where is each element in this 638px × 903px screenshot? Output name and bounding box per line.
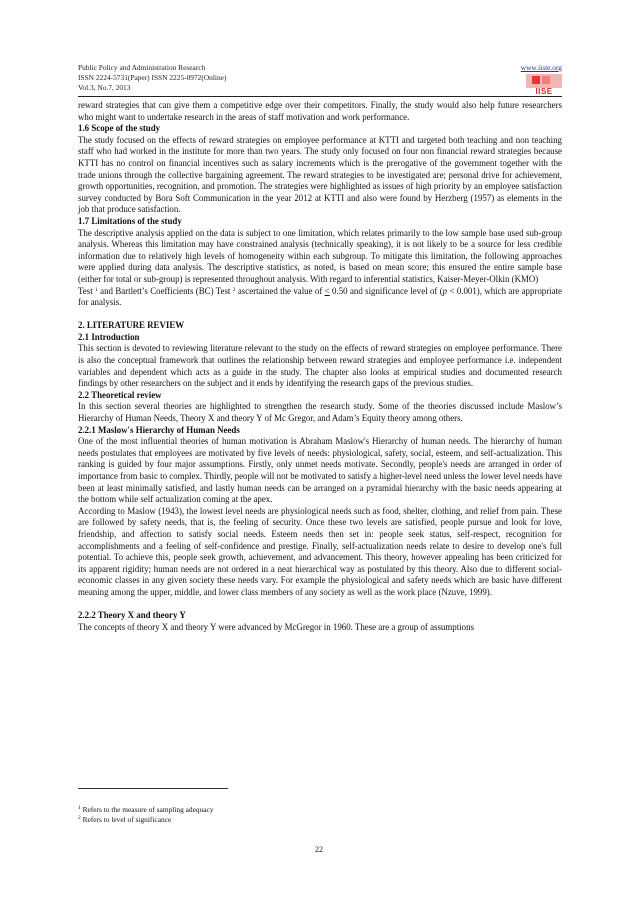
body-text (78, 100, 562, 633)
text-run-t5: < 0.001), which are appropriate for analysis. (78, 285, 562, 308)
header-divider (78, 96, 562, 97)
section-heading: 1.7 Limitations of the study (78, 215, 182, 226)
paragraph: The descriptive analysis applied on the data is subject to one limitation, which relates primarily to the low sample base used sub-group analysis. Whereas this limitation may have constrained analysis (technically speaking), it is not likely to be a source for less credible information due to relatively high levels of homogeneity within each subgroup. To mitigate this limitation, the following approaches were applied during data analysis. The descriptive statistics, as noted, is based on mean score; this ensured the entire sample base (either for total or sub-group) is represented throughout analysis. With regard to inferential statistics, Kaiser-Meyer-Olkin (KMO) (78, 227, 562, 284)
footnote-2-text: Refers to level of significance (80, 815, 172, 824)
journal-url-link[interactable]: www.iiste.org (520, 63, 562, 72)
paragraph-gap (78, 599, 562, 611)
footnote-divider (78, 788, 228, 789)
text-run-t1: Test (78, 285, 96, 296)
section-heading: 2.2 Theoretical review (78, 389, 162, 400)
footnote-2 (78, 815, 171, 824)
footnote-1-text: Refers to the measure of sampling adequacy (80, 805, 214, 814)
paragraph: reward strategies that can give them a competitive edge over their competitors. Finally, the study would also help future researchers who might want to undertake research in the areas of staff motivation and work performance. (78, 100, 562, 122)
section-heading: 2.1 Introduction (78, 331, 140, 342)
volume-line: Vol.3, No.7, 2013 (78, 83, 131, 92)
page-number: 22 (315, 845, 323, 854)
footnote-2-number: 2 (78, 815, 81, 821)
iiste-logo (526, 74, 562, 94)
journal-name: Public Policy and Administration Research (78, 63, 206, 72)
paragraph: The concepts of theory X and theory Y were advanced by McGregor in 1960. These are a group of assumptions (78, 621, 474, 632)
paragraph-test-results (78, 286, 562, 309)
text-run-t4: 0.50 and significance level of ( (329, 285, 443, 296)
paragraph: The study focused on the effects of reward strategies on employee performance at KTTI and targeted both teaching and non teaching staff who had worked in the institute for more than two years. The study only focused on four non financial reward strategies because KTTI has no control on financial incentives such as salary increments which is the prerogative of the government together with the trade unions through the collective bargaining agreement. The reward strategies to be investigated are; personal drive for achievement, growth opportunities, recognition, and promotion. The strategies were highlighted as issues of high priority by an employee satisfaction survey conducted by Bora Soft Communication in the year 2012 at KTTI and also were found by Herzberg (1957) as elements in the job that produce satisfaction. (78, 134, 562, 215)
section-heading: 1.6 Scope of the study (78, 123, 161, 134)
section-heading: 2. LITERATURE REVIEW (78, 320, 185, 331)
text-run-s2: 2 (232, 286, 236, 293)
paragraph: This section is devoted to reviewing literature relevant to the study on the effects of reward strategies on employee performance. There is also the conceptual framework that outlines the relationship between reward strategies and employee performance i.e. independent variables and dependent which acts as a guide in the study. The chapter also looks at empirical studies and documented research findings by other researchers on the subject and it ends by identifying the research gaps of the previous studies. (78, 343, 562, 389)
footnote-1-number: 1 (78, 805, 81, 811)
text-run-p: p (442, 285, 448, 296)
footnote-1 (78, 805, 214, 814)
text-run-s1: 1 (95, 286, 98, 293)
logo-square-light (542, 76, 550, 84)
text-run-t3: ascertained the value of (235, 285, 325, 296)
text-run-le: < (324, 285, 330, 296)
issn-line: ISSN 2224-5731(Paper) ISSN 2225-0972(Online) (78, 73, 227, 82)
paragraph: According to Maslow (1943), the lowest level needs are physiological needs such as food, shelter, clothing, and relief from pain. These are followed by safety needs, that is, the feeling of security. Once these two levels are satisfied, people pursue and look for love, friendship, and affection to satisfy social needs. Esteem needs then set in: people seek status, self-respect, recognition for accomplishments and a feeling of self-confidence and prestige. Finally, self-actualization needs relate to desire to develop one's full potential. To achieve this, people seek growth, achievement, and advancement. This theory, however appealing has been criticized for its apparent rigidity; human needs are not ordered in a neat hierarchical way as postulated by this theory. Also due to different social-economic classes in any given society these needs vary. For example the physiological and safety needs which are basic have different meaning among the upper, middle, and lower class members of any society as well as the work place (Nzuve, 1999). (78, 505, 562, 597)
paragraph: One of the most influential theories of human motivation is Abraham Maslow's Hierarchy of human needs. The hierarchy of human needs postulates that employees are motivated by five levels of needs: physiological, safety, social, esteem, and self-actualization. This ranking is guided by four major assumptions. Firstly, only unmet needs motivate. Secondly, people's needs are arranged in order of importance from basic to complex. Thirdly, people will not be motivated to satisfy a higher-level need unless the lower level needs have been at least minimally satisfied, and lastly human needs can be arranged on a pyramidal hierarchy with the basic needs appearing at the bottom while self actualization coming at the apex. (78, 436, 562, 505)
logo-square-dark (532, 76, 540, 84)
section-heading: 2.2.1 Maslow's Hierarchy of Human Needs (78, 424, 240, 435)
paragraph: In this section several theories are highlighted to strengthen the research study. Some of the theories discussed include Maslow’s Hierarchy of Human Needs, Theory X and theory Y of Mc Gregor, and Adam’s Equity theory among others. (78, 401, 562, 424)
logo-text: IISE (535, 87, 553, 96)
section-heading: 2.2.2 Theory X and theory Y (78, 610, 186, 621)
paragraph-gap (78, 309, 562, 321)
text-run-t2: and Bartlett’s Coefficients (BC) Test (97, 285, 233, 296)
